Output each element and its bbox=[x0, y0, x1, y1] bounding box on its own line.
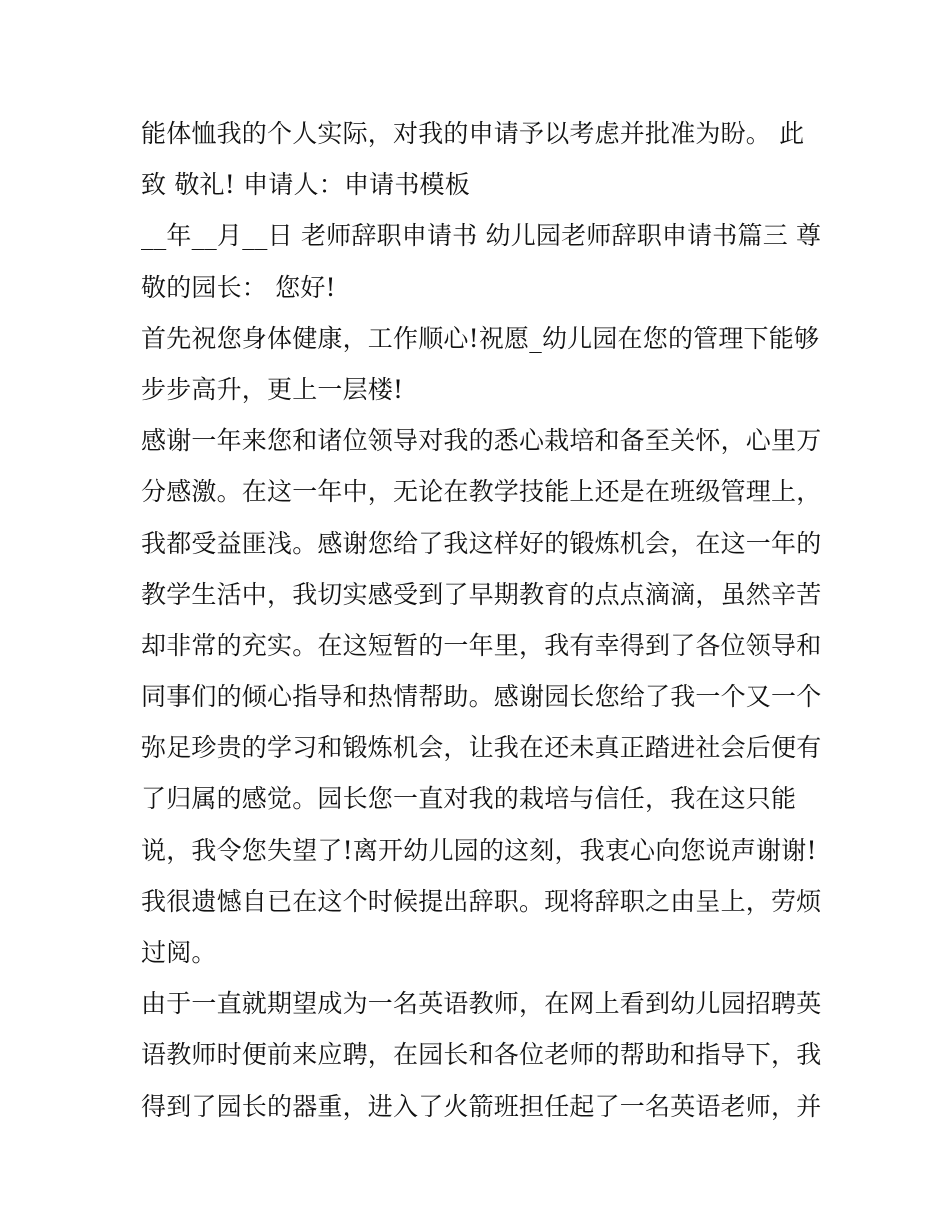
text-line: 由于一直就期望成为一名英语教师，在网上看到幼儿园招聘英 bbox=[141, 989, 821, 1019]
text-line: 步步高升，更上一层楼! bbox=[141, 374, 404, 404]
text-line: 感谢一年来您和诸位领导对我的悉心栽培和备至关怀，心里万 bbox=[141, 426, 821, 456]
text-line: 了归属的感觉。园长您一直对我的栽培与信任，我在这只能 bbox=[141, 784, 797, 814]
text-line: 得到了园长的器重，进入了火箭班担任起了一名英语老师，并 bbox=[141, 1091, 821, 1121]
text-line: 能体恤我的个人实际，对我的申请予以考虑并批准为盼。 此 bbox=[141, 119, 805, 148]
text-line: 同事们的倾心指导和热情帮助。感谢园长您给了我一个又一个 bbox=[141, 682, 821, 712]
text-line: 我很遗憾自已在这个时候提出辞职。现将辞职之由呈上，劳烦 bbox=[141, 886, 821, 916]
text-line: __年__月__日 老师辞职申请书 幼儿园老师辞职申请书篇三 尊 bbox=[141, 221, 821, 251]
text-line: 语教师时便前来应聘，在园长和各位老师的帮助和指导下，我 bbox=[141, 1040, 821, 1070]
text-line: 分感激。在这一年中，无论在教学技能上还是在班级管理上， bbox=[141, 477, 821, 507]
text-line: 弥足珍贵的学习和锻炼机会，让我在还未真正踏进社会后便有 bbox=[141, 733, 821, 763]
document-body bbox=[141, 108, 821, 1132]
text-line: 致 敬礼! 申请人：申请书模板 bbox=[141, 170, 470, 200]
text-line: 教学生活中，我切实感受到了早期教育的点点滴滴，虽然辛苦 bbox=[141, 579, 821, 609]
text-line: 我都受益匪浅。感谢您给了我这样好的锻炼机会，在这一年的 bbox=[141, 528, 821, 558]
text-line: 却非常的充实。在这短暂的一年里，我有幸得到了各位领导和 bbox=[141, 630, 821, 660]
text-line: 说，我令您失望了!离开幼儿园的这刻，我衷心向您说声谢谢! bbox=[141, 835, 817, 865]
text-line: 过阅。 bbox=[141, 938, 217, 967]
text-line: 敬的园长： 您好! bbox=[141, 272, 336, 302]
text-line: 首先祝您身体健康，工作顺心!祝愿_幼儿园在您的管理下能够 bbox=[141, 323, 820, 353]
